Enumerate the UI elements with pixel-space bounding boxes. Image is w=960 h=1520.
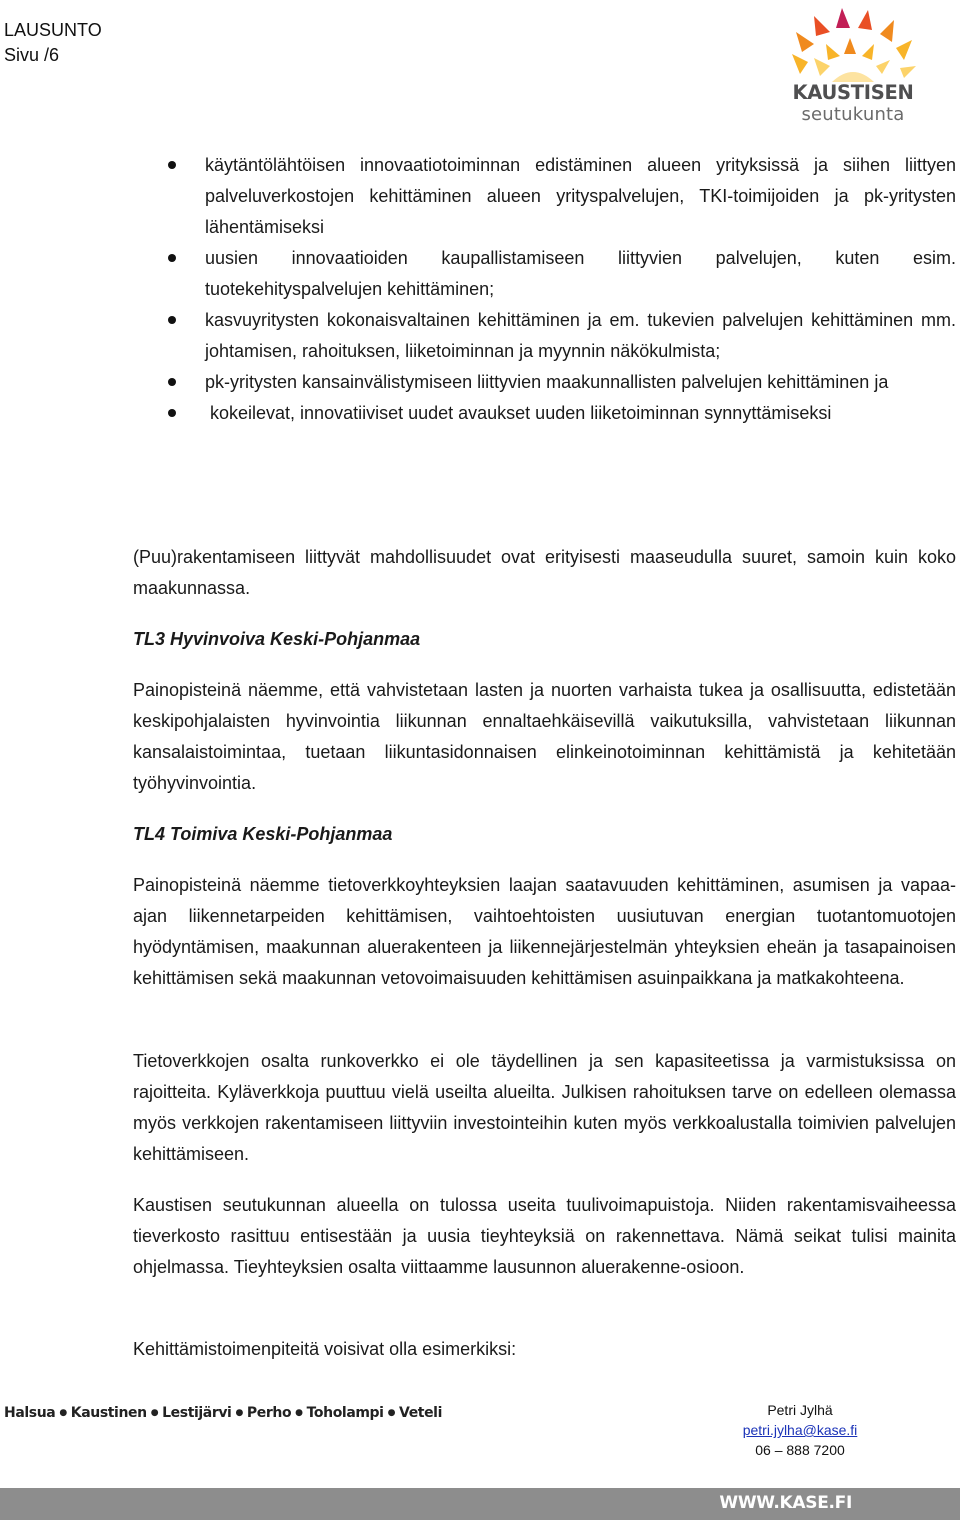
list-item — [160, 243, 956, 305]
list-item — [160, 398, 956, 429]
contact-phone: 06 – 888 7200 — [755, 1442, 845, 1458]
footer-municipalities — [4, 1405, 442, 1421]
municipality-name: Halsua — [4, 1405, 56, 1421]
logo-title: KAUSTISEN — [792, 81, 914, 104]
bullet-icon — [168, 409, 176, 417]
bullet-text: uusien innovaatioiden kaupallistamiseen liittyvien palvelujen, kuten esim. tuotekehityspalvelujen kehittäminen; — [205, 248, 956, 299]
bullet-text: pk-yritysten kansainvälistymiseen liittyvien maakunnallisten palvelujen kehittäminen ja — [205, 372, 889, 392]
bullet-icon — [168, 316, 176, 324]
bullet-text: käytäntölähtöisen innovaatiotoiminnan edistäminen alueen yrityksissä ja siihen liittyen palveluverkostojen kehittäminen alueen yrityspalvelujen, TKI-toimijoiden ja pk-yritysten lähentämiseksi — [205, 155, 956, 237]
separator-dot-icon: ● — [235, 1408, 243, 1418]
bullet-text: kokeilevat, innovatiiviset uudet avaukset uuden liiketoiminnan synnyttämiseksi — [210, 403, 832, 423]
separator-dot-icon: ● — [295, 1408, 303, 1418]
separator-dot-icon: ● — [59, 1408, 67, 1418]
footer-bar — [0, 1488, 960, 1520]
municipality-name: Perho — [246, 1405, 292, 1421]
list-item — [160, 150, 956, 243]
municipality-name: Toholampi — [306, 1405, 384, 1421]
paragraph-puurakentaminen: (Puu)rakentamiseen liittyvät mahdollisuudet ovat erityisesti maaseudulla suuret, samoin kuin koko maakunnassa. — [133, 547, 956, 598]
bullet-text: kasvuyritysten kokonaisvaltainen kehittäminen ja em. tukevien palvelujen kehittäminen mm. johtamisen, rahoituksen, liiketoiminnan ja myynnin näkökulmista; — [205, 310, 956, 361]
website-link[interactable]: WWW.KASE.FI — [719, 1493, 852, 1513]
footer-contact — [700, 1400, 900, 1460]
municipality-name: Veteli — [399, 1405, 442, 1421]
list-item — [160, 305, 956, 367]
contact-email-link[interactable]: petri.jylha@kase.fi — [742, 1422, 858, 1438]
logo-subtitle: seutukunta — [801, 104, 905, 125]
paragraph-tuulivoima: Kaustisen seutukunnan alueella on tulossa useita tuulivoimapuistoja. Niiden rakentamisvaiheessa tieverkosto rasittuu entisestään ja uusia tieyhteyksiä on rakennettava. Nämä seikat tulisi mainita ohjelmassa. Tieyhteyksien osalta viittaamme lausunnon aluerakenne-osioon. — [133, 1195, 956, 1277]
heading-tl4: TL4 Toimiva Keski-Pohjanmaa — [133, 824, 393, 844]
document-header — [4, 18, 102, 68]
heading-tl3: TL3 Hyvinvoiva Keski-Pohjanmaa — [133, 629, 421, 649]
contact-name: Petri Jylhä — [767, 1402, 833, 1418]
bullet-list — [160, 150, 956, 429]
separator-dot-icon: ● — [387, 1408, 396, 1418]
bullet-icon — [168, 161, 176, 169]
kaustisen-seutukunta-logo — [788, 4, 918, 128]
sunburst-logo-icon — [788, 4, 918, 84]
document-type: LAUSUNTO — [4, 20, 102, 40]
bullet-icon — [168, 378, 176, 386]
paragraph-tl4: Painopisteinä näemme tietoverkkoyhteyksien laajan saatavuuden kehittäminen, asumisen ja vapaa-ajan liikennetarpeiden kehittämisen, vaihtoehtoisten uusiutuvan energian tuotantomuotojen hyödyntämisen, maakunnan aluerakenteen ja liikennejärjestelmän yhteyksien eheän ja tasapainoisen kehittämisen sekä maakunnan vetovoimaisuuden kehittämisen asuinpaikkana ja matkakohteena. — [133, 875, 956, 988]
page-number: Sivu /6 — [4, 45, 60, 65]
list-item — [160, 367, 956, 398]
municipality-name: Kaustinen — [70, 1405, 147, 1421]
bullet-icon — [168, 254, 176, 262]
paragraph-tl3: Painopisteinä näemme, että vahvistetaan lasten ja nuorten varhaista tukea ja osallisuutta, edistetään keskipohjalaisten hyvinvointia liikunnan ennaltaehkäisevillä vaikutuksilla, vahvistetaan liikunnan kansalaistoimintaa, tuetaan liikuntasidonnaisen elinkeinotoiminnan kehittämistä ja kehitetään työhyvinvointia. — [133, 680, 956, 793]
municipality-name: Lestijärvi — [162, 1405, 232, 1421]
paragraph-kehittamistoimenpiteet: Kehittämistoimenpiteitä voisivat olla esimerkiksi: — [133, 1339, 517, 1359]
separator-dot-icon: ● — [150, 1408, 159, 1418]
paragraph-tietoverkot: Tietoverkkojen osalta runkoverkko ei ole täydellinen ja sen kapasiteetissa ja varmistuksissa on rajoitteita. Kyläverkkoja puuttuu vielä useilta alueilta. Julkisen rahoituksen tarve on edelleen olemassa myös verkkojen rakentamiseen liittyviin investointeihin kuten myös verkkoalustalla toimivien palvelujen kehittämiseen. — [133, 1051, 956, 1164]
